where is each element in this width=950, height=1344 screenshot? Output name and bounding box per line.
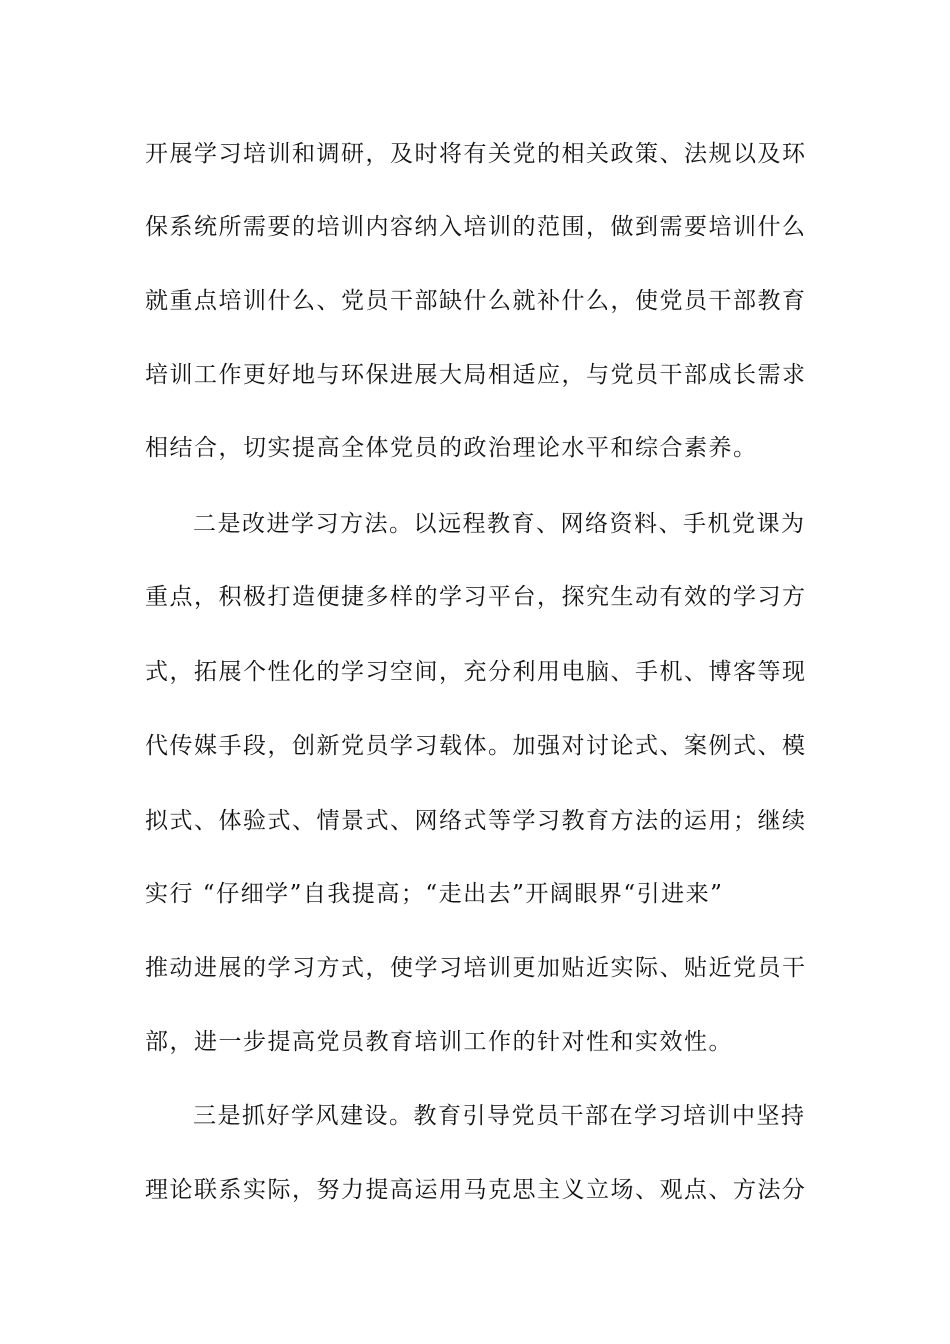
text-line-12: 推动进展的学习方式，使学习培训更加贴近实际、贴近党员干 [145, 955, 807, 981]
paragraph-2-first-line: 二是改进学习方法。以远程教育、网络资料、手机党课为 [193, 511, 806, 537]
text-line-15: 理论联系实际，努力提高运用马克思主义立场、观点、方法分 [145, 1177, 807, 1203]
text-line-13: 部，进一步提高党员教育培训工作的针对性和实效性。 [145, 1029, 733, 1055]
text-line-5: 相结合，切实提高全体党员的政治理论水平和综合素养。 [145, 435, 758, 461]
text-line-8: 式，拓展个性化的学习空间，充分利用电脑、手机、博客等现 [145, 659, 807, 685]
text-line-7: 重点，积极打造便捷多样的学习平台，探究生动有效的学习方 [145, 584, 807, 610]
text-line-3: 就重点培训什么、党员干部缺什么就补什么，使党员干部教育 [145, 288, 807, 314]
paragraph-3-first-line: 三是抓好学风建设。教育引导党员干部在学习培训中坚持 [193, 1103, 806, 1129]
text-line-1: 开展学习培训和调研，及时将有关党的相关政策、法规以及环 [145, 141, 807, 167]
text-line-10: 拟式、体验式、情景式、网络式等学习教育方法的运用；继续 [145, 808, 807, 834]
text-line-11: 实行 “仔细学”自我提高；“走出去”开阔眼界“引进来” [145, 881, 724, 907]
text-line-4: 培训工作更好地与环保进展大局相适应，与党员干部成长需求 [145, 362, 807, 388]
text-line-2: 保系统所需要的培训内容纳入培训的范围，做到需要培训什么 [145, 214, 807, 240]
text-line-9: 代传媒手段，创新党员学习载体。加强对讨论式、案例式、模 [145, 733, 807, 759]
